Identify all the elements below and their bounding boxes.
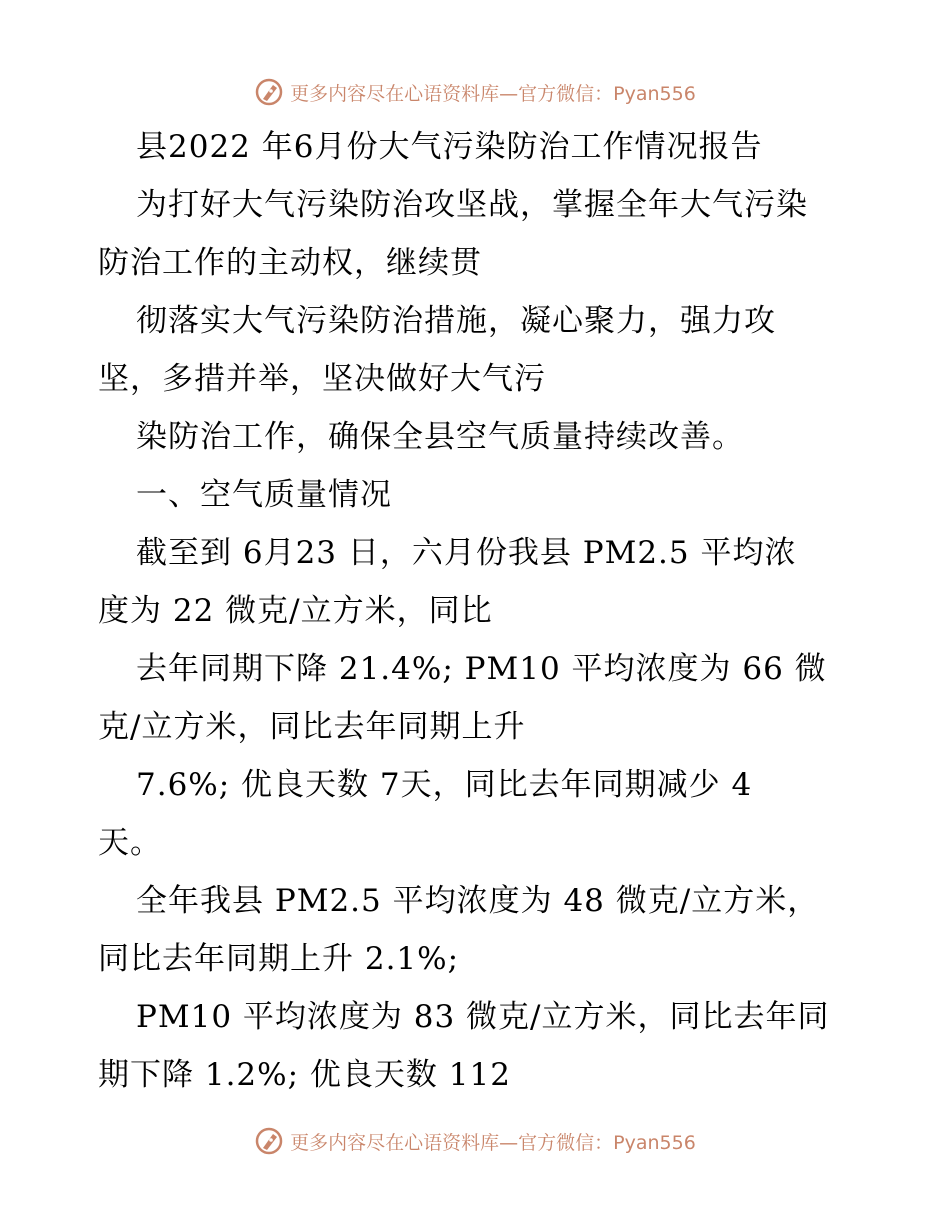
watermark-text: 更多内容尽在心语资料库—官方微信：Pyan556 (290, 1131, 696, 1154)
pen-nib-circle-logo-icon (254, 1126, 284, 1156)
paragraph-line: 度为 22 微克/立方米，同比 (98, 593, 493, 629)
pen-nib-circle-logo-icon (254, 77, 284, 107)
paragraph-line: 克/立方米，同比去年同期上升 (98, 709, 526, 745)
paragraph-line: 期下降 1.2%; 优良天数 112 (98, 1057, 511, 1093)
paragraph-line: 染防治工作，确保全县空气质量持续改善。 (136, 419, 744, 455)
paragraph-line: 去年同期下降 21.4%; PM10 平均浓度为 66 微 (136, 651, 827, 687)
watermark-banner-top (0, 72, 950, 112)
paragraph-line: 为打好大气污染防治攻坚战，掌握全年大气污染 (136, 187, 808, 223)
watermark-banner-bottom (0, 1121, 950, 1161)
paragraph-line: 坚，多措并举，坚决做好大气污 (98, 361, 546, 397)
paragraph-line: 全年我县 PM2.5 平均浓度为 48 微克/立方米， (136, 883, 820, 919)
document-title: 县2022 年6月份大气污染防治工作情况报告 (136, 129, 763, 165)
paragraph-line: 截至到 6月23 日，六月份我县 PM2.5 平均浓 (136, 535, 797, 571)
paragraph-line: 7.6%; 优良天数 7天，同比去年同期减少 4 (136, 767, 753, 803)
paragraph-line: 彻落实大气污染防治措施，凝心聚力，强力攻 (136, 303, 776, 339)
paragraph-line: PM10 平均浓度为 83 微克/立方米，同比去年同 (136, 999, 830, 1035)
paragraph-line: 同比去年同期上升 2.1%; (98, 941, 460, 977)
paragraph-line: 防治工作的主动权，继续贯 (98, 245, 482, 281)
watermark-text: 更多内容尽在心语资料库—官方微信：Pyan556 (290, 82, 696, 105)
section-heading: 一、空气质量情况 (136, 477, 392, 513)
paragraph-line: 天。 (98, 825, 162, 861)
